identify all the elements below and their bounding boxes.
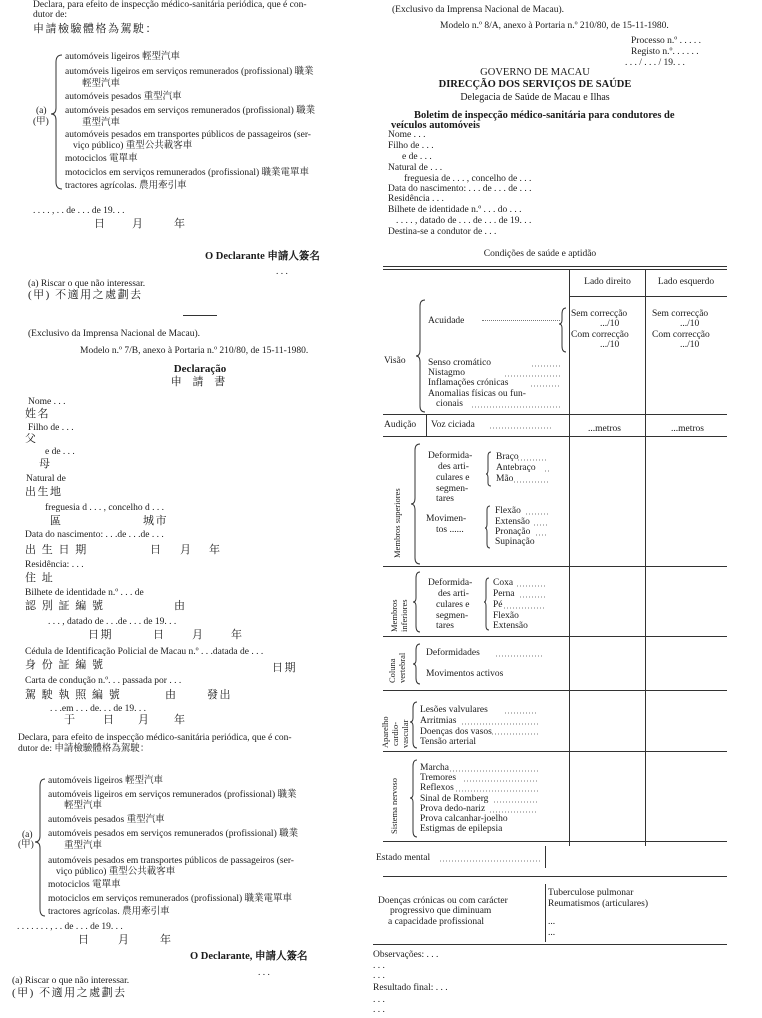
- field-em: . . .em . . . de. . . de 19. . .: [50, 704, 147, 714]
- col-header-esquerdo: Lado esquerdo: [657, 277, 715, 287]
- row-marcha: Marcha: [420, 763, 450, 773]
- row-ellipsis: ...: [548, 928, 556, 938]
- bulletin-title: veículos automóveis: [391, 120, 480, 131]
- row-nistagmo: Nistagmo: [428, 368, 465, 378]
- col-header-direito: Lado direito: [584, 277, 631, 287]
- com-correccao-left: Com correcção: [652, 330, 710, 340]
- row-doencas: progressivo que diminuam: [390, 906, 492, 916]
- category-item: tractores agrícolas. 農用牽引車: [65, 181, 187, 191]
- row-pronacao: Pronação: [495, 527, 531, 537]
- row-lesoes: Lesões valvulares: [420, 705, 488, 715]
- category-item: motociclos em serviços remunerados (profissional) 職業電單車: [65, 168, 310, 178]
- frac-left: .../10: [680, 319, 700, 329]
- row-supinacao: Supinação: [495, 537, 535, 547]
- intro-text: dutor de: 申請檢驗體格為駕駛：: [18, 744, 150, 754]
- row-dedo-nariz: Prova dedo-nariz: [420, 804, 486, 814]
- signature-dots: . . .: [276, 267, 288, 277]
- row-ellipsis: ...: [548, 917, 556, 927]
- row-anomalias: Anomalias físicas ou fun-: [428, 389, 526, 399]
- field-observacoes: Observações: . . .: [373, 950, 439, 960]
- row-anomalias-cont: cionais: [436, 399, 463, 409]
- date-month-zh: 月: [180, 544, 193, 556]
- field-cedula-zh: 身 份 証 編 號: [25, 659, 105, 671]
- movim-line: Movimen-: [426, 514, 467, 524]
- date-month-zh: 月: [192, 629, 205, 641]
- field-e-de-zh: 母: [39, 458, 52, 470]
- date-line: . . . . , . . de . . . de 19. . .: [33, 206, 125, 216]
- field-bilhete: Bilhete de identidade n.º . . . do . . .: [388, 205, 522, 215]
- exclusivo-note: (Exclusivo da Imprensa Nacional de Macau).: [28, 329, 200, 339]
- footnote: (a) Riscar o que não interessar.: [28, 279, 146, 289]
- declarant-signature: O Declarante, 申請人簽名: [190, 951, 308, 962]
- field-filho: Filho de . . .: [388, 141, 434, 151]
- row-deformidades: Deformidades: [426, 648, 480, 658]
- row-epilepsia: Estigmas de epilepsia: [420, 824, 503, 834]
- brace: [410, 760, 417, 837]
- brace: [410, 702, 417, 748]
- field-concelho-zh: 城市: [143, 515, 168, 527]
- field-e-de: e de . . .: [45, 447, 75, 457]
- row-perna: Perna: [493, 589, 515, 599]
- row-romberg: Sinal de Romberg: [420, 794, 489, 804]
- row-tremores: Tremores: [420, 773, 457, 783]
- category-item: motociclos 電單車: [48, 880, 121, 890]
- brace: [416, 300, 425, 412]
- category-item: 輕型汽車: [64, 801, 103, 811]
- bulletin-title: Boletim de inspecção médico-sanitária para condutores de: [414, 110, 675, 121]
- field-carta-zh: 駕 駛 執 照 編 號: [25, 689, 122, 701]
- category-item: tractores agrícolas. 農用牽引車: [48, 907, 170, 917]
- deform-line: tares: [436, 621, 454, 631]
- category-item: automóveis pesados 重型汽車: [48, 815, 165, 825]
- footnote-zh: (甲) 不適用之處劃去: [28, 289, 143, 301]
- section-aparelho: Aparelho: [380, 716, 390, 748]
- note-marker-zh: (甲): [33, 117, 49, 127]
- field-filho: Filho de . . .: [28, 423, 74, 433]
- field-carta: Carta de condução n.º. . . passada por . . .: [25, 676, 182, 686]
- field-nome: Nome . . .: [388, 130, 426, 140]
- date-year-zh: 年: [231, 629, 244, 641]
- field-residencia: Residência . . .: [388, 194, 444, 204]
- footnote-zh: (甲) 不適用之處劃去: [12, 987, 127, 999]
- row-pe: Pé: [493, 600, 503, 610]
- row-doencas: a capacidade profissional: [388, 917, 485, 927]
- sem-correccao-right: Sem correcção: [571, 309, 628, 319]
- note-marker: (a): [22, 830, 33, 840]
- row-acuidade: Acuidade: [428, 316, 465, 326]
- table-title: Condições de saúde e aptidão: [483, 249, 597, 259]
- footnote: (a) Riscar o que não interessar.: [12, 976, 130, 986]
- delegacia-header: Delegacia de Saúde de Macau e Ilhas: [460, 92, 610, 103]
- intro-text: Declara, para efeito de inspecção médico-sanitária periódica, que é con-: [18, 733, 292, 743]
- field-datado-zh: 日期: [88, 629, 113, 641]
- field-e-de: e de . . .: [402, 152, 432, 162]
- brace: [559, 308, 566, 352]
- date-day-zh: 日: [103, 714, 116, 726]
- row-reflexos: Reflexos: [420, 783, 454, 793]
- category-item: automóveis pesados em serviços remunerados (profissional) 職業: [48, 829, 299, 839]
- deform-line: des arti-: [438, 462, 469, 472]
- brace: [485, 506, 490, 548]
- date-month-zh: 月: [118, 934, 131, 946]
- com-correccao-right: Com correcção: [571, 330, 629, 340]
- category-item: automóveis ligeiros 輕型汽車: [48, 776, 164, 786]
- signature-dots: . . .: [258, 968, 270, 978]
- category-item: 重型汽車: [82, 118, 121, 128]
- note-marker-zh: (甲): [18, 840, 34, 850]
- date-day-zh: 日: [153, 629, 166, 641]
- modelo-note: Modelo n.º 8/A, anexo à Portaria n.º 210/80, de 15-11-1980.: [440, 21, 669, 31]
- row-mao: Mão: [496, 474, 514, 484]
- category-item: automóveis pesados em serviços remunerados (profissional) 職業: [65, 106, 316, 116]
- form-title: Declaração: [173, 363, 227, 375]
- row-senso: Senso cromático: [428, 358, 492, 368]
- brace: [411, 444, 420, 564]
- resultado-dots: . . .: [373, 995, 385, 1005]
- field-natural: Natural de: [26, 474, 66, 484]
- deform-line: culares e: [436, 600, 470, 610]
- field-nome: Nome . . .: [28, 397, 66, 407]
- movim-line: tos ......: [436, 525, 464, 535]
- section-coluna: vertebral: [397, 652, 407, 683]
- metros-left: ...metros: [671, 424, 704, 434]
- row-flexao: Flexão: [495, 506, 521, 516]
- field-cedula-date-zh: 日期: [272, 662, 297, 674]
- deform-line: culares e: [436, 473, 470, 483]
- field-freguesia: freguesia d . . . , concelho d . . .: [45, 503, 164, 513]
- date-line: . . . . . . . , . . de . . . de 19. . .: [17, 922, 123, 932]
- category-item: 重型汽車: [64, 841, 103, 851]
- registo-date: . . . / . . . / 19. . .: [625, 58, 685, 68]
- sem-correccao-left: Sem correcção: [652, 309, 709, 319]
- frac-right: .../10: [600, 319, 620, 329]
- row-reumatismos: Reumatismos (articulares): [548, 899, 648, 909]
- row-doencas: Doenças crónicas ou com carácter: [378, 896, 508, 906]
- section-aparelho: vascular: [400, 719, 410, 748]
- category-item: automóveis ligeiros em serviços remunerados (profissional) 職業: [48, 790, 297, 800]
- date-month-zh: 月: [138, 714, 151, 726]
- brace: [413, 644, 420, 684]
- intro-text: dutor de:: [33, 10, 68, 20]
- row-braco: Braço: [496, 452, 519, 462]
- brace: [484, 578, 489, 630]
- field-nome-zh: 姓名: [25, 408, 50, 420]
- field-nascimento-zh: 出 生 日 期: [25, 544, 88, 556]
- observacoes-dots: . . .: [373, 961, 385, 971]
- category-item: motociclos em serviços remunerados (profissional) 職業電單車: [48, 894, 293, 904]
- category-item: automóveis pesados em transportes públicos de passageiros (ser-: [65, 130, 311, 140]
- deform-line: des arti-: [438, 589, 469, 599]
- registo-number: Registo n.º. . . . . .: [631, 47, 699, 57]
- section-aparelho: cardio-: [390, 721, 400, 746]
- field-natural-zh: 出生地: [25, 486, 63, 498]
- field-nascimento: Data do nascimento: . . .de . . .de . . .: [25, 530, 164, 540]
- note-marker: (a): [36, 106, 47, 116]
- section-membros-inferiores: inferiores: [399, 599, 409, 632]
- date-day-zh: 日: [150, 544, 163, 556]
- brace: [486, 452, 491, 486]
- field-carta-issued-zh: 發出: [207, 689, 232, 701]
- row-flexao: Flexão: [493, 611, 519, 621]
- section-sistema-nervoso: Sistema nervoso: [389, 778, 399, 834]
- section-audicao: Audição: [384, 420, 417, 430]
- intro-text: Declara, para efeito de inspecção médico-sanitária periódica, que é con-: [33, 0, 307, 10]
- processo-number: Processo n.º . . . . .: [631, 36, 701, 46]
- row-tuberculose: Tuberculose pulmonar: [548, 888, 634, 898]
- field-natural: Natural de . . .: [388, 163, 443, 173]
- field-bilhete-zh: 認 別 証 編 號: [25, 600, 105, 612]
- category-item: automóveis ligeiros em serviços remunerados (profissional) 職業: [65, 67, 314, 77]
- category-item: viço público) 重型公共載客車: [56, 867, 176, 877]
- date-year-zh: 年: [174, 218, 187, 230]
- category-item: automóveis ligeiros 輕型汽車: [65, 52, 181, 62]
- date-month-zh: 月: [132, 218, 145, 230]
- section-membros-inferiores: Membros: [389, 599, 399, 632]
- field-resultado: Resultado final: . . .: [373, 983, 448, 993]
- direccao-header: DIRECÇÃO DOS SERVIÇOS DE SAÚDE: [438, 79, 632, 90]
- category-item: automóveis pesados 重型汽車: [65, 92, 182, 102]
- date-year-zh: 年: [174, 714, 187, 726]
- field-residencia: Residência: . . .: [25, 560, 84, 570]
- row-antebraco: Antebraço: [496, 463, 536, 473]
- category-item: viço público) 重型公共載客車: [73, 141, 193, 151]
- row-extensao: Extensão: [493, 621, 528, 631]
- field-cedula: Cédula de Identificação Policial de Macau n.º . . .datada de . . .: [25, 647, 264, 657]
- deform-line: Deformida-: [428, 578, 473, 588]
- category-item: motociclos 電單車: [65, 154, 138, 164]
- gov-header: GOVERNO DE MACAU: [480, 67, 590, 78]
- row-arritmias: Arritmias: [420, 716, 457, 726]
- field-residencia-zh: 住 址: [25, 572, 55, 584]
- row-voz: Voz ciciada: [431, 420, 475, 430]
- row-doencas-vasos: Doenças dos vasos: [420, 727, 492, 737]
- row-movimentos-activos: Movimentos activos: [426, 669, 504, 679]
- date-day-zh: 日: [94, 218, 107, 230]
- section-visao: Visão: [384, 356, 406, 366]
- row-tensao: Tensão arterial: [420, 737, 477, 747]
- date-year-zh: 年: [209, 544, 222, 556]
- declarant-signature: O Declarante 申請人簽名: [205, 251, 320, 262]
- field-freguesia: freguesia de . . . , concelho de . . .: [404, 174, 532, 184]
- date-day-zh: 日: [78, 934, 91, 946]
- field-datado: . . . . , datado de . . . de . . . de 19. . .: [396, 216, 532, 226]
- deform-line: segmen-: [436, 611, 469, 621]
- category-item: 輕型汽車: [82, 79, 121, 89]
- field-datado: . . . , datado de . . .de . . . de 19. . .: [48, 617, 177, 627]
- field-nascimento: Data do nascimento: . . . de . . . de . . .: [388, 184, 532, 194]
- section-coluna: Coluna: [387, 658, 397, 683]
- field-destina: Destina-se a condutor de . . .: [388, 227, 497, 237]
- deform-line: segmen-: [436, 484, 469, 494]
- date-year-zh: 年: [160, 934, 173, 946]
- frac-right: .../10: [600, 340, 620, 350]
- field-bilhete-by-zh: 由: [174, 600, 187, 612]
- modelo-note: Modelo n.º 7/B, anexo à Portaria n.º 210/80, de 15-11-1980.: [80, 346, 309, 356]
- intro-text-zh: 申請檢驗體格為駕駛：: [33, 23, 158, 35]
- row-coxa: Coxa: [493, 578, 514, 588]
- brace: [413, 572, 420, 632]
- form-title-zh: 申 請 書: [170, 376, 230, 388]
- field-carta-by-zh: 由: [165, 689, 178, 701]
- section-membros-superiores: Membros superiores: [392, 488, 402, 558]
- row-calcanhar: Prova calcanhar-joelho: [420, 814, 508, 824]
- frac-left: .../10: [680, 340, 700, 350]
- field-filho-zh: 父: [25, 433, 38, 445]
- field-freguesia-zh: 區: [50, 515, 63, 527]
- category-item: automóveis pesados em transportes públicos de passageiros (ser-: [48, 856, 294, 866]
- row-inflamacoes: Inflamações crónicas: [428, 378, 509, 388]
- deform-line: tares: [436, 494, 454, 504]
- deform-line: Deformida-: [428, 451, 473, 461]
- observacoes-dots: . . .: [373, 971, 385, 981]
- field-em-zh: 于: [64, 714, 77, 726]
- field-bilhete: Bilhete de identidade n.º . . . de: [25, 588, 144, 598]
- resultado-dots: . . .: [373, 1005, 385, 1015]
- exclusivo-note: (Exclusivo da Imprensa Nacional de Macau).: [392, 5, 564, 15]
- row-estado-mental: Estado mental: [376, 853, 431, 863]
- row-extensao: Extensão: [495, 517, 530, 527]
- metros-right: ...metros: [588, 424, 621, 434]
